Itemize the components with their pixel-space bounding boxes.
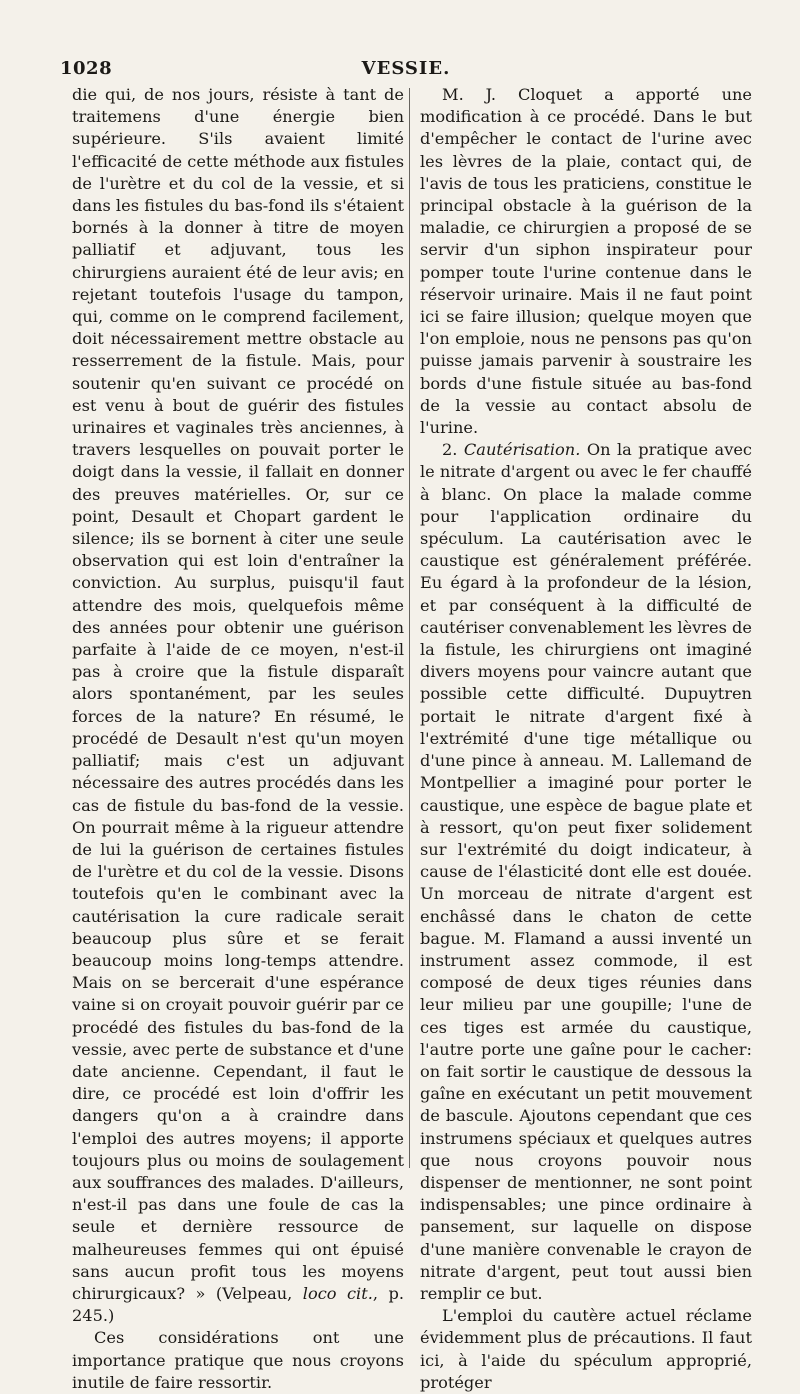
section-number: 2. bbox=[442, 440, 464, 460]
right-paragraph-2 bbox=[420, 439, 752, 1305]
right-paragraph-1: M. J. Cloquet a apporté une modification à ce procédé. Dans le but d'empêcher le contact de l'urine avec les lèvres de la plaie, contact qui, de l'avis de tous les praticiens, constitue le principal obstacle à la guérison de la maladie, ce chirurgien a proposé de se servir d'un siphon inspirateur pour pomper toute l'urine contenue dans le réservoir urinaire. Mais il ne faut point ici se faire illusion; quelque moyen que l'on emploie, nous ne pensons pas qu'on puisse jamais parvenir à soustraire les bords d'une fistule située au bas-fond de la vessie au contact absolu de l'urine. bbox=[420, 85, 752, 438]
citation-italic: loco cit. bbox=[302, 1283, 373, 1303]
running-title: VESSIE. bbox=[361, 58, 451, 79]
citation-end: , p. 245.) bbox=[72, 1283, 404, 1326]
section-title: Cautérisation. bbox=[463, 440, 581, 460]
left-paragraph-2: Ces considérations ont une importance pratique que nous croyons inutile de faire ressortir. bbox=[72, 1328, 404, 1392]
page-number: 1028 bbox=[60, 58, 113, 79]
left-column bbox=[72, 84, 404, 1394]
column-divider bbox=[409, 88, 410, 1168]
left-paragraph-1 bbox=[72, 84, 404, 1327]
right-paragraph-2-text: On la pratique avec le nitrate d'argent ou avec le fer chauffé à blanc. On place la malade comme pour l'application ordinaire du spéculum. La cautérisation avec le caustique est généralement préférée. Eu égard à la profondeur de la lésion, et par conséquent à la difficulté de cautériser convenablement les lèvres de la fistule, les chirurgiens ont imaginé divers moyens pour vaincre autant que possible cette difficulté. Dupuytren portait le nitrate d'argent fixé à l'extrémité d'une tige métallique ou d'une pince à anneau. M. Lallemand de Montpellier a imaginé pour porter le caustique, une espèce de bague plate et à ressort, qu'on peut fixer solidement sur l'extrémité du doigt indicateur, à cause de l'élasticité dont elle est douée. Un morceau de nitrate d'argent est enchâssé dans le chaton de cette bague. M. Flamand a aussi inventé un instrument assez commode, il est composé de deux tiges réunies dans leur milieu par une goupille; l'une de ces tiges est armée du caustique, l'autre porte une gaîne pour le cacher: on fait sortir le caustique de dessous la gaîne en exécutant un petit mouvement de bascule. Ajoutons cependant que ces instrumens spéciaux et quelques autres que nous croyons pouvoir nous dispenser de mentionner, ne sont point indispensables; une pince ordinaire à pansement, sur laquelle on dispose d'une manière convenable le crayon de nitrate d'argent, peut tout aussi bien remplir ce but. bbox=[420, 440, 752, 1303]
right-column bbox=[420, 84, 752, 1394]
left-paragraph-1-text: die qui, de nos jours, résiste à tant de traitemens d'une énergie bien supérieure. S'ils avaient limité l'efficacité de cette méthode aux fistules de l'urètre et du col de la vessie, et si dans les fistules du bas-fond ils s'étaient bornés à la donner à titre de moyen palliatif et adjuvant, tous les chirurgiens auraient été de leur avis; en rejetant toutefois l'usage du tampon, qui, comme on le comprend facilement, doit nécessairement mettre obstacle au resserrement de la fistule. Mais, pour soutenir qu'en suivant ce procédé on est venu à bout de guérir des fistules urinaires et vaginales très anciennes, à travers lesquelles on pouvait porter le doigt dans la vessie, il fallait en donner des preuves matérielles. Or, sur ce point, Desault et Chopart gardent le silence; ils se bornent à citer une seule observation qui est loin d'entraîner la conviction. Au surplus, puisqu'il faut attendre des mois, quelquefois même des années pour obtenir une guérison parfaite à l'aide de ce moyen, n'est-il pas à croire que la fistule disparaît alors spontanément, par les seules forces de la nature? En résumé, le procédé de Desault n'est qu'un moyen palliatif; mais c'est un adjuvant nécessaire des autres procédés dans les cas de fistule du bas-fond de la vessie. On pourrait même à la rigueur attendre de lui la guérison de certaines fistules de l'urètre et du col de la vessie. Disons toutefois qu'en le combinant avec la cautérisation la cure radicale serait beaucoup plus sûre et se ferait beaucoup moins long-temps attendre. Mais on se bercerait d'une espérance vaine si on croyait pouvoir guérir par ce procédé des fistules du bas-fond de la vessie, avec perte de substance et d'une date ancienne. Cependant, il faut le dire, ce procédé est loin d'offrir les dangers qu'on a à craindre dans l'emploi des autres moyens; il apporte toujours plus ou moins de soulagement aux souffrances des malades. D'ailleurs, n'est-il pas dans une foule de cas la seule et dernière ressource de malheureuses femmes qui ont épuisé sans aucun profit tous les moyens chirurgicaux? » (Velpeau, bbox=[72, 85, 404, 1303]
right-paragraph-3: L'emploi du cautère actuel réclame évidemment plus de précautions. Il faut ici, à l'aide du spéculum approprié, protéger bbox=[420, 1306, 752, 1392]
page-header bbox=[60, 58, 752, 84]
